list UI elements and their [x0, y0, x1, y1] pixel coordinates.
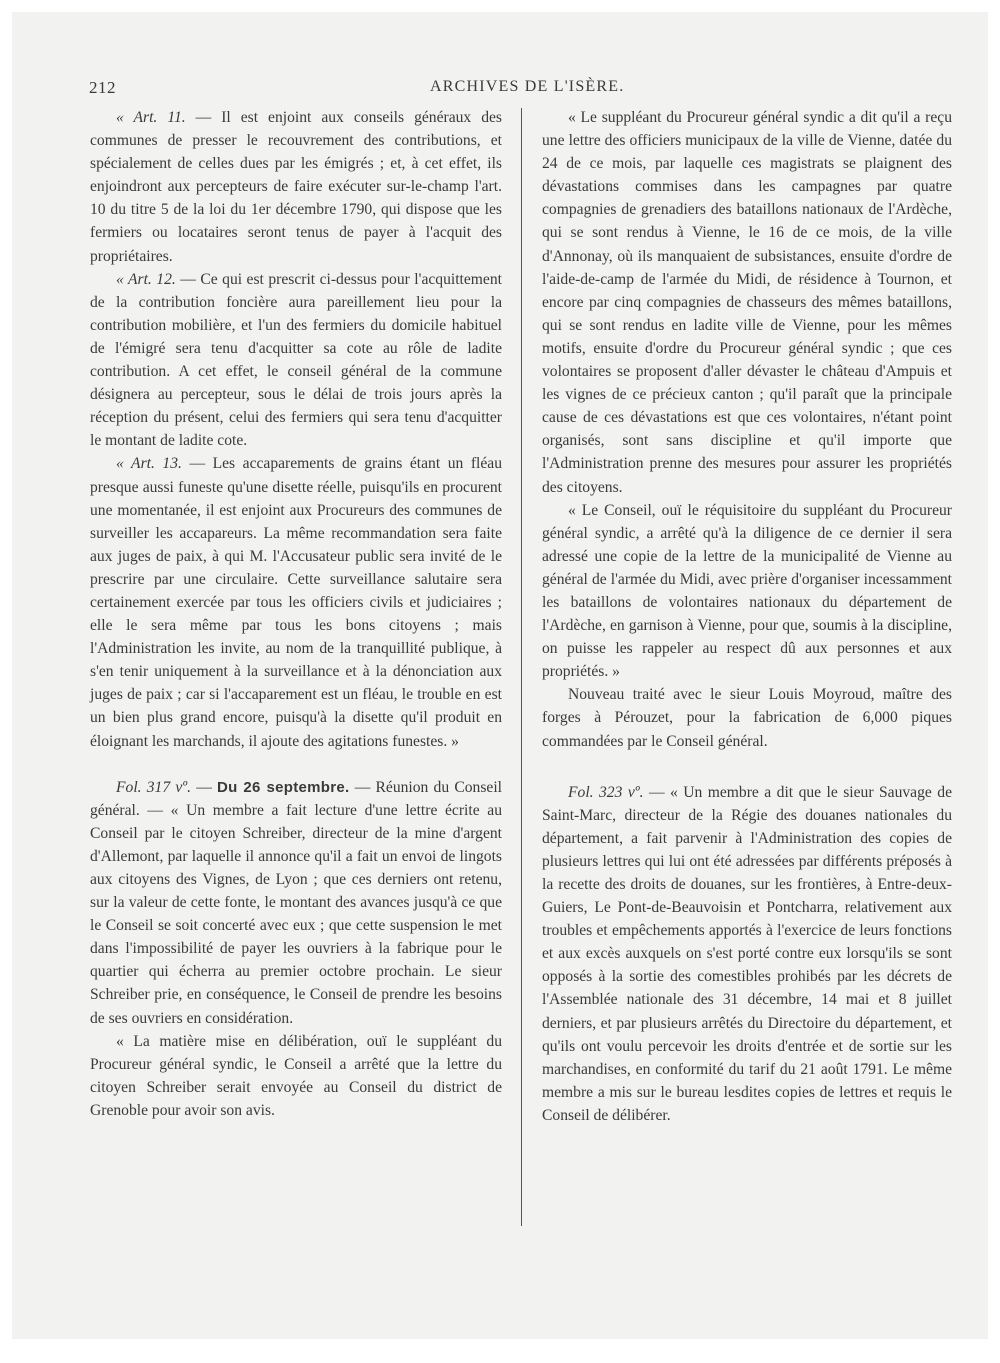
folio-317-paragraph: [90, 776, 502, 1030]
folio-317-date: Du 26 septembre.: [217, 778, 350, 796]
article-12-paragraph: [90, 268, 502, 453]
folio-323-paragraph: [542, 781, 952, 1127]
scanned-page: [12, 12, 988, 1339]
left-column: [90, 106, 502, 1122]
folio-317-reference: Fol. 317 vº.: [116, 778, 192, 796]
column-divider: [521, 108, 522, 1226]
article-12-text: — Ce qui est prescrit ci-dessus pour l'acquittement de la contribution foncière aura pareillement lieu pour la contribution mobilière, et l'un des fermiers du domicile habituel de l'émigré sera tenu d'acquitter sa cote au rôle de ladite contribution. A cet effet, le conseil général de la commune désignera au percepteur, sous le délai de trois jours après la réception du présent, celui des fermiers qui sera tenu d'acquitter le montant de ladite cote.: [90, 270, 502, 450]
article-12-label: « Art. 12.: [116, 270, 176, 288]
running-head: ARCHIVES DE L'ISÈRE.: [430, 78, 625, 95]
article-11-label: « Art. 11.: [116, 109, 186, 126]
folio-317-dash: —: [191, 778, 218, 796]
article-13-paragraph: [90, 452, 502, 752]
folio-323-text: — « Un membre a dit que le sieur Sauvage de Saint-Marc, directeur de la Régie des douanes nationales du département, a fait parvenir à l'Administration des copies de plusieurs lettres qui lui ont été adressées par différents préposés à la recette des droits de douanes, sur les frontières, à Entre-deux-Guiers, Le Pont-de-Beauvoisin et Pontcharra, relativement aux troubles et empêchements apportés à l'exercice de leurs fonctions et aux excès auxquels on s'est porté contre eux lorsqu'ils se sont opposés à la sortie des comestibles prohibés par les décrets de l'Assemblée nationale des 31 décembre, 14 mai et 8 juillet derniers, et par plusieurs arrêtés du Directoire du département, et qu'ils ont voulu percevoir les droits d'entrée et de sortie sur les marchandises, en conformité du tarif du 21 août 1791. Le même membre a mis sur le bureau lesdites copies de lettres et requis le Conseil de délibérer.: [542, 783, 952, 1124]
section-gap: [90, 753, 502, 776]
council-decision-paragraph: « Le Conseil, ouï le réquisitoire du suppléant du Procureur général syndic, a arrêté qu'à la diligence de ce dernier il sera adressé une copie de la lettre de la municipalité de Vienne au général de l'armée du Midi, avec prière d'organiser incessamment les bataillons de volontaires nationaux du département de l'Ardèche, en garnison à Vienne, pour que, soumis à la discipline, on puisse les rappeler au respect dû aux personnes et aux propriétés. »: [542, 501, 952, 681]
deliberation-paragraph: « La matière mise en délibération, ouï le suppléant du Procureur général syndic, le Conseil a arrêté que la lettre du citoyen Schreiber serait envoyée au Conseil du district de Grenoble pour avoir son avis.: [90, 1032, 502, 1119]
page-number: 212: [89, 78, 116, 97]
folio-323-reference: Fol. 323 vº.: [568, 783, 644, 801]
section-gap: [542, 753, 952, 781]
moyroud-treaty-paragraph: Nouveau traité avec le sieur Louis Moyroud, maître des forges à Pérouzet, pour la fabrication de 6,000 piques commandées par le Conseil général.: [542, 686, 952, 750]
vienne-complaint-paragraph: « Le suppléant du Procureur général syndic a dit qu'il a reçu une lettre des officiers municipaux de la ville de Vienne, datée du 24 de ce mois, par laquelle ces magistrats se plaignent des dévastations commises dans les campagnes par quatre compagnies de grenadiers des bataillons nationaux de l'Ardèche, qui se sont rendus à Vienne, le 16 de ce mois, de la ville d'Annonay, où ils manquaient de subsistances, ensuite d'ordre de l'aide-de-camp de l'armée du Midi, de résidence à Tournon, et encore par cinq compagnies de chasseurs des mêmes bataillons, qui se sont rendus en ladite ville de Vienne, pour les mêmes motifs, ensuite d'ordre du Procureur général syndic ; que ces volontaires se proposent d'aller dévaster le château d'Ampuis et les vignes de ce précieux canton ; qu'il paraît que la principale cause de ces dévastations est que ces volontaires, n'étant point organisés, sont sans discipline et qu'il importe que l'Administration prenne des mesures pour assurer les propriétés des citoyens.: [542, 109, 952, 496]
right-column: [542, 106, 952, 1127]
article-11-text: — Il est enjoint aux conseils généraux des communes de presser le recouvrement des contributions, et spécialement de celles dues par les émigrés ; et, à cet effet, ils enjoindront aux percepteurs de faire exécuter sur-le-champ l'art. 10 du titre 5 de la loi du 1er décembre 1790, qui dispose que les fermiers ou locataires seront tenus de payer à l'acquit des propriétaires.: [90, 109, 502, 265]
folio-317-text: — Réunion du Conseil général. — « Un membre a fait lecture d'une lettre écrite au Conseil par le citoyen Schreiber, directeur de la mine d'argent d'Allemont, par laquelle il annonce qu'il a fait un envoi de lingots aux citoyens des Vignes, de Lyon ; que ces derniers ont retenu, sur la valeur de cette fonte, le montant des avances jusqu'à ce que le Conseil se soit concerté avec eux ; que cette suspension le met dans l'impossibilité de payer les ouvriers à la fabrique pour le quartier qui écherra au premier octobre prochain. Le sieur Schreiber prie, en conséquence, le Conseil de prendre les besoins de ses ouvriers en considération.: [90, 778, 502, 1027]
article-11-paragraph: [90, 106, 502, 268]
article-13-label: « Art. 13.: [116, 455, 182, 473]
article-13-text: — Les accaparements de grains étant un fléau presque aussi funeste qu'une disette réelle, puisqu'ils en procurent une momentanée, il est enjoint aux Procureurs des communes de surveiller les accapareurs. La même recommandation sera faite aux juges de paix, à qui M. l'Accusateur public sera invité de le prescrire par une circulaire. Cette surveillance salutaire sera certainement exercée par tous les officiers civils et judiciaires ; elle le sera même par tous les bons citoyens ; mais l'Administration les invite, au nom de la tranquillité publique, à s'en tenir uniquement à la surveillance et à la dénonciation aux juges de paix ; car si l'accaparement est un fléau, le trouble en est un bien plus grand encore, puisqu'à la disette qu'il produit en éloignant les marchands, il ajoute des agitations funestes. »: [90, 455, 502, 750]
